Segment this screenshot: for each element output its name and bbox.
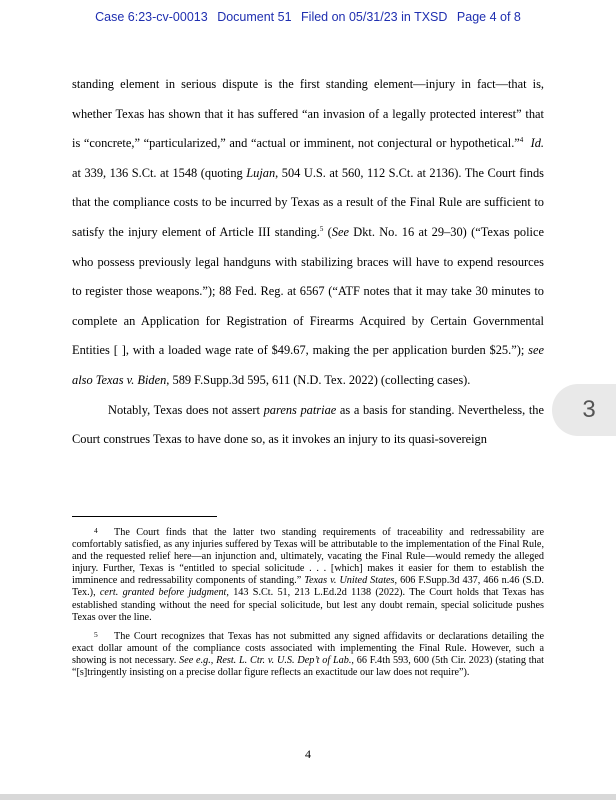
footnote-5 [72,629,544,679]
viewer-bottom-bar [0,794,616,800]
footnote-4 [72,525,544,624]
text-run: Dkt. No. 16 at 29–30) (“Texas police who possess previously legal handguns with stabilizing braces will have to expend resources to register those weapons.”); 88 Fed. Reg. at 6567 (“ATF notes that it may take 30 minutes to complete an Application for Registration of Firearms Acquired by Certain Governmental Entities [ ], with a loaded wage rate of $49.67, making the per application burden $25.”); [72,224,544,358]
text-run: as a basis for standing. Nevertheless, the Court construes Texas to have done so, as it invokes an injury to its quasi-sovereign [72,402,544,447]
text-run: The Court recognizes that Texas has not submitted any signed affidavits or declarations detailing the exact dollar amount of the compliance costs associated with implementing the Final Rule. However, such a showing is not necessary. [72,630,544,666]
document-number: Document 51 [217,10,292,24]
cert-granted: cert. granted before judgment [99,587,227,599]
case-number: Case 6:23-cv-00013 [95,10,208,24]
paragraph-2 [72,396,544,455]
text-run: Notably, Texas does not assert [108,402,264,417]
text-run: standing element in serious dispute is the first standing element—injury in fact—that is, whether Texas has shown that it has suffered “an invasion of a legally protected interest” that is “concrete,” “particularized,” and “actual or imminent, not conjectural or hypothetical.” [72,77,544,151]
citation-see-also: see also Texas v. Biden [72,343,544,387]
citation-rest-l-ctr: See e.g., Rest. L. Ctr. v. U.S. Dep’t of Lab. [179,654,352,666]
body-text [72,70,544,455]
footnote-number: 4 [94,526,98,535]
footnote-ref-4[interactable]: 4 [519,136,524,145]
footnote-ref-5[interactable]: 5 [319,224,324,233]
citation-id: Id. [530,136,544,151]
parens-patriae: parens patriae [263,402,337,417]
citation-see: See [331,224,349,239]
paragraph-1 [72,70,544,396]
page-indicator: Page 4 of 8 [456,10,521,24]
page-badge[interactable]: 3 [552,384,616,436]
footnotes [72,525,544,684]
filing-header [0,10,616,24]
text-run: , 143 S.Ct. 51, 213 L.Ed.2d 1138 (2022). The Court holds that Texas has established standing without the need for special solicitude, but lest any doubt remain, special solicitude pushes Texas over the line. [72,587,544,623]
text-run: , 589 F.Supp.3d 595, 611 (N.D. Tex. 2022) (collecting cases). [166,372,471,387]
text-run: at 339, 136 S.Ct. at 1548 (quoting [72,165,247,180]
text-run: , 504 U.S. at 560, 112 S.Ct. at 2136). The Court finds that the compliance costs to be incurred by Texas as a result of the Final Rule are sufficient to satisfy the injury element of Article III standing. [72,165,544,239]
footnote-number: 5 [94,629,98,639]
text-run: ( [323,224,332,239]
citation-texas-v-us: Texas v. United States [304,575,395,587]
page-number: 4 [305,747,311,761]
text-run: , 66 F.4th 593, 600 (5th Cir. 2023) (stating that “[s]tringently insisting on a precise dollar figure reflects an exactitude our law does not require”). [72,654,545,679]
filed-date: Filed on 05/31/23 in TXSD [301,10,448,24]
text-run: , 606 F.Supp.3d 437, 466 n.46 (S.D. Tex.), [72,575,544,599]
text-run: The Court finds that the latter two standing requirements of traceability and redressability are comfortably satisfied, as any injuries suffered by Texas will be attributable to the implementation of the Final Rule, and the requested relief here—an injunction and, ultimately, vacating the Final Rule—would remedy the alleged injury. Further, Texas is “entitled to special solicitude . . . [which] makes it easier for them to establish the imminence and redressability components of standing.” [72,527,544,587]
citation-lujan: Lujan [246,165,276,180]
footnote-divider [72,516,217,517]
